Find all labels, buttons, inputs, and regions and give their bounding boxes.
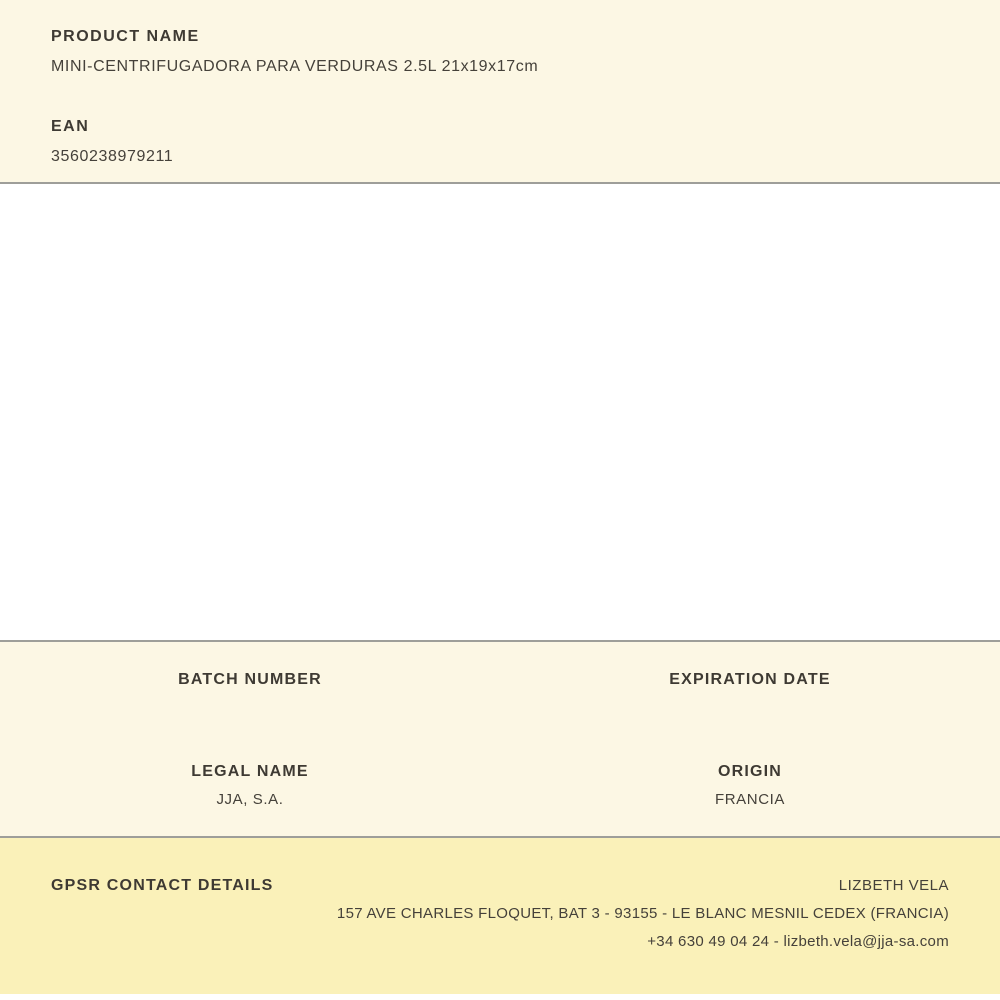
expiration-date-label: EXPIRATION DATE: [669, 671, 831, 688]
product-info-section: [0, 0, 1000, 184]
ean-field: [51, 117, 949, 166]
origin-value: FRANCIA: [714, 791, 786, 808]
batch-number-label: BATCH NUMBER: [178, 671, 322, 688]
gpsr-contact-label: GPSR CONTACT DETAILS: [51, 877, 274, 894]
gpsr-contact-name: LIZBETH VELA: [838, 877, 949, 894]
ean-value: 3560238979211: [51, 148, 174, 165]
gpsr-contact-section: [0, 838, 1000, 994]
legal-name-value: JJA, S.A.: [216, 791, 284, 808]
details-right-column: [500, 670, 1000, 836]
gpsr-contact-phone-email: +34 630 49 04 24 - lizbeth.vela@jja-sa.com: [647, 933, 949, 950]
gpsr-contact-address: 157 AVE CHARLES FLOQUET, BAT 3 - 93155 - LE BLANC MESNIL CEDEX (FRANCIA): [336, 905, 949, 922]
legal-name-group: [0, 762, 500, 809]
product-name-value: MINI-CENTRIFUGADORA PARA VERDURAS 2.5L 21x19x17cm: [51, 58, 539, 75]
origin-group: [500, 762, 1000, 809]
origin-label: ORIGIN: [717, 763, 783, 780]
product-name-field: [51, 27, 949, 76]
details-section: [0, 642, 1000, 838]
legal-name-label: LEGAL NAME: [191, 763, 309, 780]
ean-label: EAN: [51, 118, 90, 135]
product-name-label: PRODUCT NAME: [51, 28, 200, 45]
details-left-column: [0, 670, 500, 836]
product-image-placeholder: [0, 184, 1000, 642]
gpsr-contact-row: [51, 876, 949, 895]
